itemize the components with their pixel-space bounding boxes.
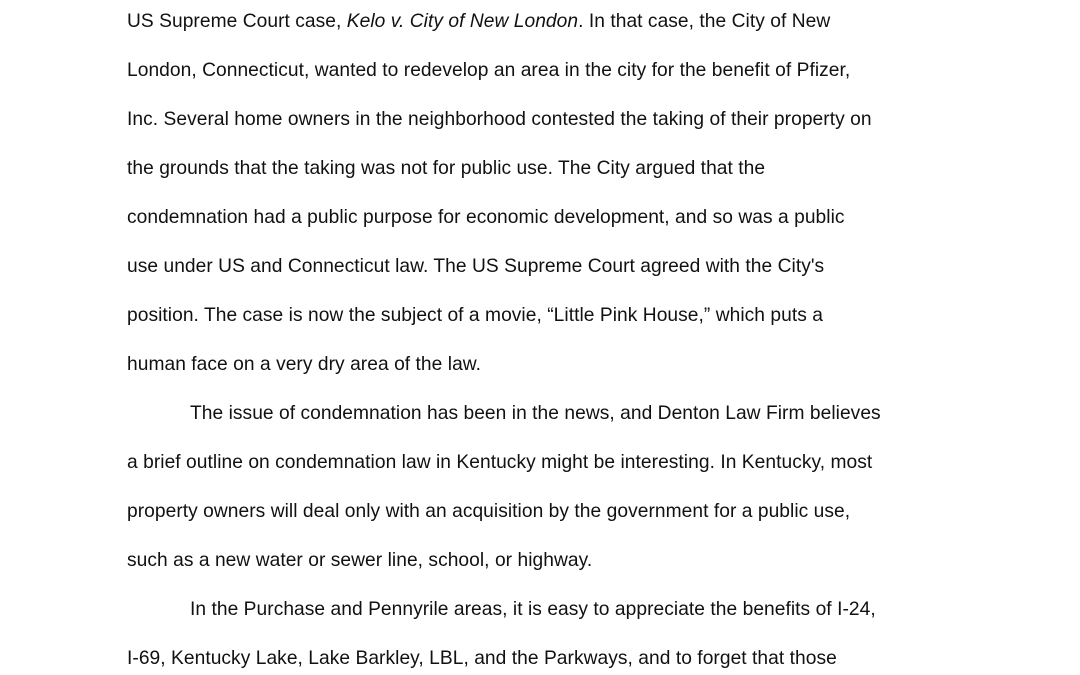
text-line-13: In the Purchase and Pennyrile areas, it is easy to appreciate the benefits of I-24, [190,599,876,620]
text-line-1-post: . In that case, the City of New [578,11,831,32]
text-line-14: I-69, Kentucky Lake, Lake Barkley, LBL, and the Parkways, and to forget that those [127,648,837,669]
text-line-11: property owners will deal only with an acquisition by the government for a public use, [127,501,851,522]
text-line-9: The issue of condemnation has been in the news, and Denton Law Firm believes [190,403,881,424]
text-line-7: position. The case is now the subject of a movie, “Little Pink House,” which puts a [127,305,823,326]
text-line-3: Inc. Several home owners in the neighborhood contested the taking of their property on [127,109,872,130]
text-line-5: condemnation had a public purpose for economic development, and so was a public [127,207,845,228]
text-line-2: London, Connecticut, wanted to redevelop an area in the city for the benefit of Pfizer, [127,60,851,81]
text-line-4: the grounds that the taking was not for public use. The City argued that the [127,158,766,179]
text-line-12: such as a new water or sewer line, school, or highway. [127,550,593,571]
text-line-1-pre: US Supreme Court case, [127,11,347,32]
text-line-1 [127,10,830,34]
text-line-8: human face on a very dry area of the law. [127,354,482,375]
text-line-10: a brief outline on condemnation law in Kentucky might be interesting. In Kentucky, most [127,452,873,473]
text-line-6: use under US and Connecticut law. The US Supreme Court agreed with the City's [127,256,825,277]
case-name-italic: Kelo v. City of New London [346,11,579,32]
